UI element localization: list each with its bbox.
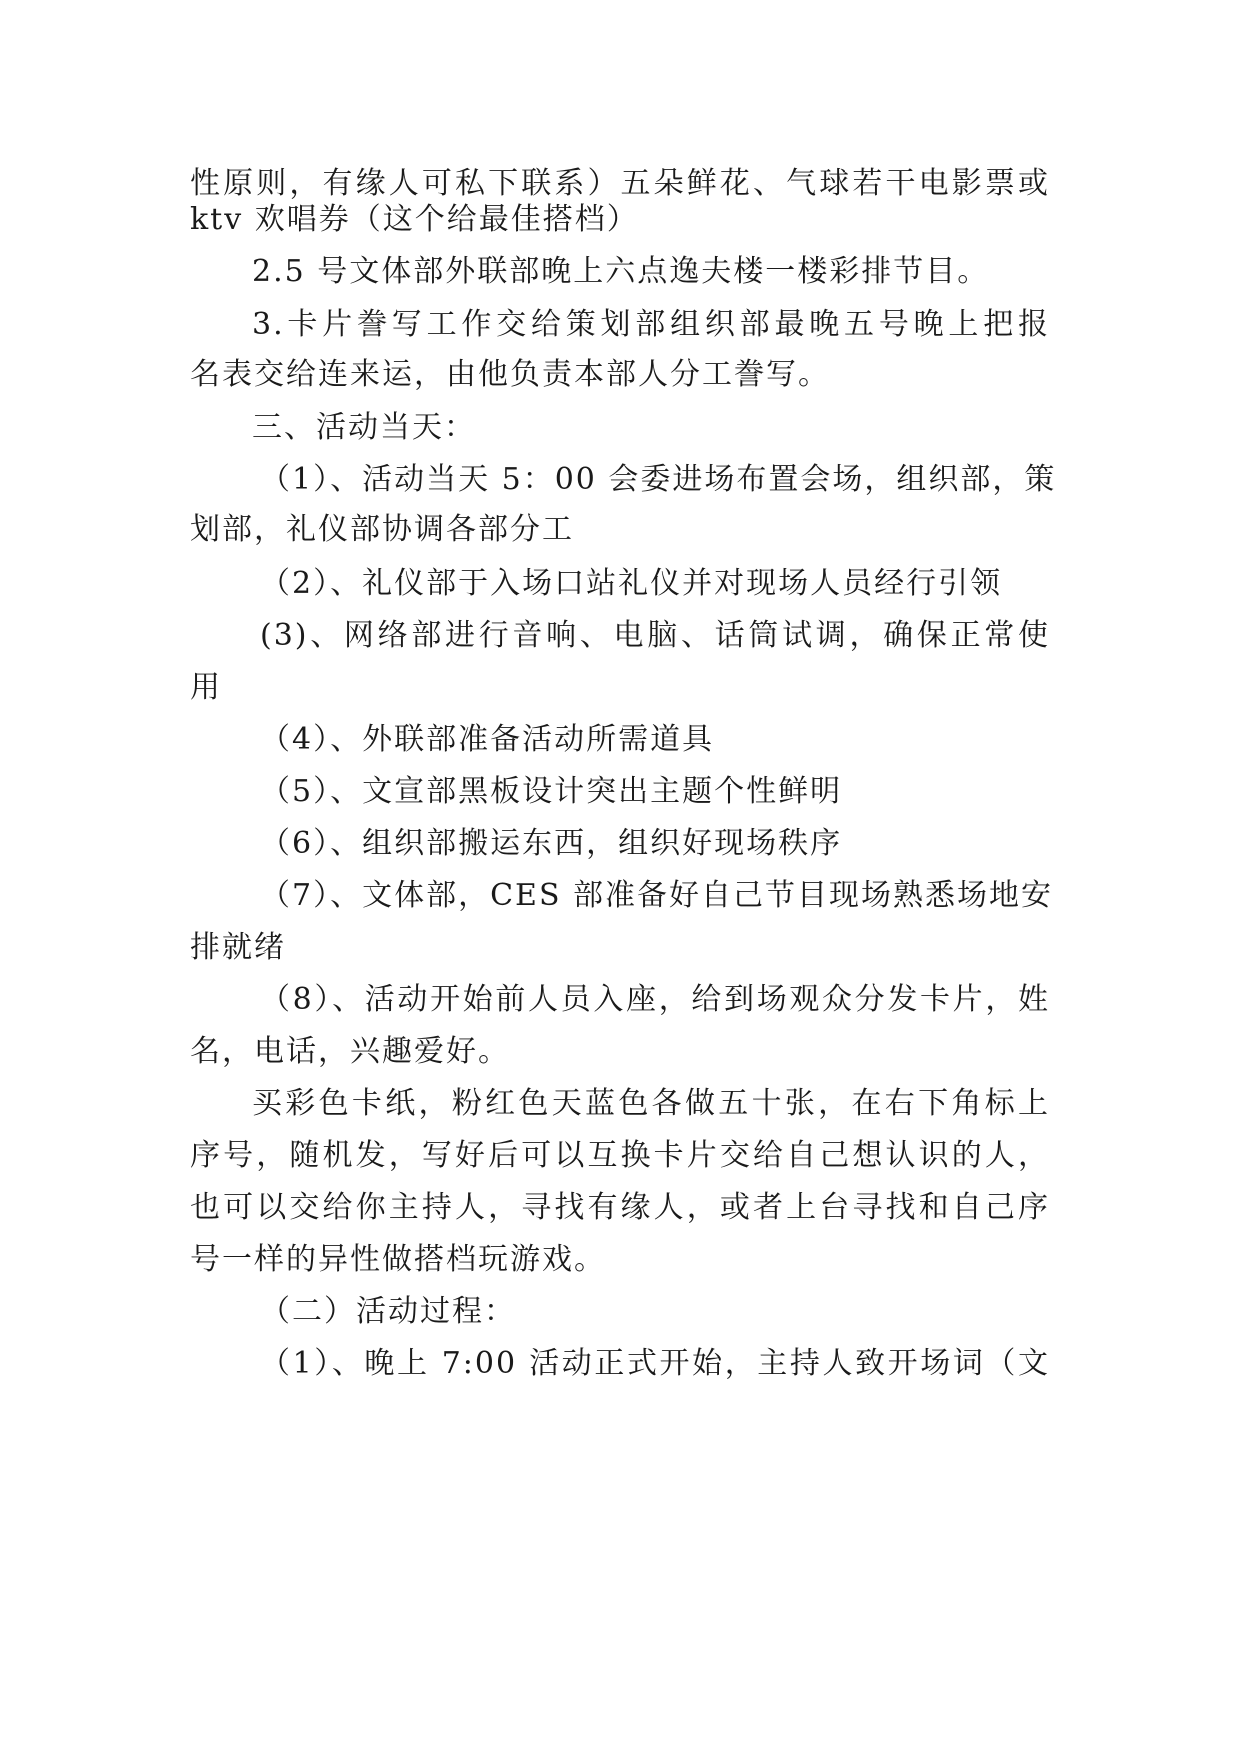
text-line: 划部，礼仪部协调各部分工 bbox=[190, 512, 574, 547]
text-line: （2）、礼仪部于入场口站礼仪并对现场人员经行引领 bbox=[260, 566, 1003, 601]
text-line: 2.5 号文体部外联部晚上六点逸夫楼一楼彩排节目。 bbox=[252, 254, 990, 289]
text-line: （7）、文体部，CES 部准备好自己节目现场熟悉场地安 bbox=[260, 878, 1054, 913]
text-line: （1）、活动当天 5：00 会委进场布置会场，组织部，策 bbox=[260, 462, 1057, 497]
text-line: 排就绪 bbox=[190, 930, 286, 965]
text-line: 也可以交给你主持人，寻找有缘人，或者上台寻找和自己序 bbox=[190, 1190, 1050, 1225]
text-line: （6）、组织部搬运东西，组织好现场秩序 bbox=[260, 826, 843, 861]
text-line: 用 bbox=[190, 670, 222, 705]
text-line: 名，电话，兴趣爱好。 bbox=[190, 1034, 510, 1069]
text-line: 3.卡片誊写工作交给策划部组织部最晚五号晚上把报 bbox=[252, 307, 1050, 342]
text-line: ktv 欢唱券（这个给最佳搭档） bbox=[190, 202, 639, 237]
text-line: 买彩色卡纸，粉红色天蓝色各做五十张，在右下角标上 bbox=[252, 1086, 1050, 1121]
text-line: （8）、活动开始前人员入座，给到场观众分发卡片，姓 bbox=[260, 982, 1050, 1017]
section-heading: （二）活动过程： bbox=[260, 1294, 516, 1329]
text-line: 号一样的异性做搭档玩游戏。 bbox=[190, 1242, 606, 1277]
text-line: (3)、网络部进行音响、电脑、话筒试调，确保正常使 bbox=[260, 618, 1050, 653]
text-line: （4）、外联部准备活动所需道具 bbox=[260, 722, 715, 757]
text-line: （5）、文宣部黑板设计突出主题个性鲜明 bbox=[260, 774, 843, 809]
text-line: 序号，随机发，写好后可以互换卡片交给自己想认识的人， bbox=[190, 1138, 1050, 1173]
text-line: （1）、晚上 7:00 活动正式开始，主持人致开场词（文 bbox=[260, 1346, 1050, 1381]
text-line: 性原则，有缘人可私下联系）五朵鲜花、气球若干电影票或 bbox=[190, 166, 1050, 201]
text-line: 名表交给连来运，由他负责本部人分工誊写。 bbox=[190, 357, 830, 392]
section-heading: 三、活动当天： bbox=[252, 410, 476, 445]
